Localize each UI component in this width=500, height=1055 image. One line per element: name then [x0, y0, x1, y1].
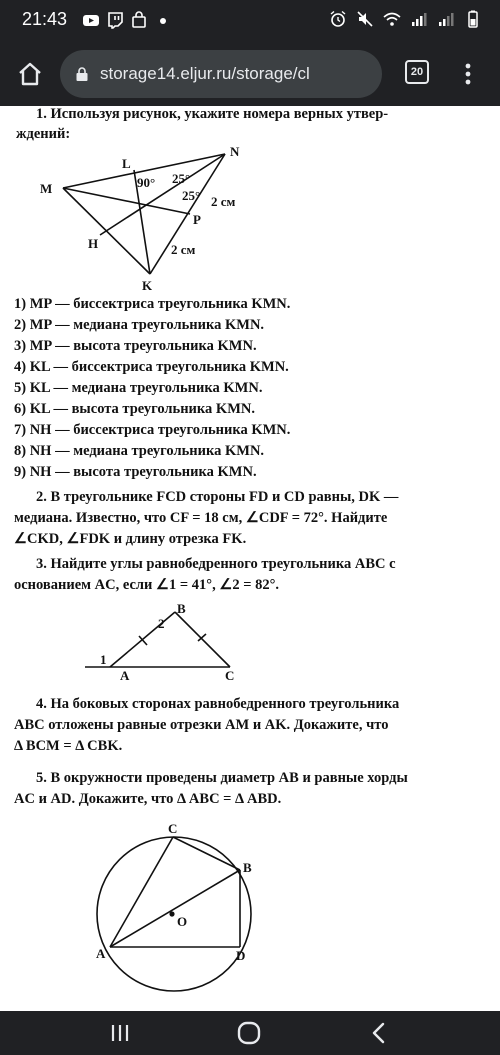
address-bar[interactable]: [60, 50, 382, 98]
label-A: A: [120, 668, 130, 683]
task1-item-1: 1) MP — биссектриса треугольника KMN.: [14, 296, 291, 312]
notification-dot-icon: [154, 11, 172, 29]
label-C: C: [168, 821, 178, 836]
android-navigation-bar: [0, 1011, 500, 1055]
task1-triangle-figure: [30, 144, 290, 292]
task5-circle-figure: [88, 814, 268, 1006]
task4-line3: Δ BCM = Δ CBK.: [14, 738, 123, 754]
label-angle-25-a: 25°: [172, 171, 191, 186]
task1-item-8: 8) NH — медиана треугольника KMN.: [14, 443, 265, 459]
task1-item-5: 5) KL — медиана треугольника KMN.: [14, 380, 263, 396]
label-A: A: [96, 946, 106, 961]
label-L: L: [122, 156, 131, 171]
battery-icon: [464, 10, 482, 28]
task1-header-line1: 1. Используя рисунок, укажите номера верных утвер-: [36, 106, 389, 122]
task1-item-4: 4) KL — биссектриса треугольника KMN.: [14, 359, 289, 375]
signal-icon: [410, 10, 428, 28]
label-angle-1: 1: [100, 652, 107, 667]
segment-CB: [173, 837, 240, 870]
task1-item-2: 2) MP — медиана треугольника KMN.: [14, 317, 265, 333]
label-H: H: [88, 236, 99, 251]
browser-toolbar: [0, 42, 500, 106]
document-page: [0, 106, 500, 1011]
home-icon[interactable]: [16, 60, 44, 88]
segment-NH: [100, 154, 225, 235]
label-length-2cm-top: 2 см: [211, 194, 236, 209]
more-menu-icon[interactable]: [456, 60, 480, 88]
label-D: D: [236, 948, 246, 963]
label-N: N: [230, 144, 240, 159]
recent-apps-icon[interactable]: [105, 1019, 135, 1047]
status-bar: [0, 0, 500, 42]
task1-item-7: 7) NH — биссектриса треугольника KMN.: [14, 422, 291, 438]
task5-line2: AC и AD. Докажите, что Δ ABC = Δ ABD.: [14, 791, 282, 807]
lock-icon: [74, 66, 90, 82]
task5-line1: 5. В окружности проведены диаметр AB и равные хорды: [36, 770, 408, 786]
alarm-icon: [329, 10, 347, 28]
shopping-bag-icon: [130, 11, 148, 29]
label-B: B: [243, 860, 252, 875]
signal-2-icon: [437, 10, 455, 28]
label-angle-2: 2: [158, 616, 165, 631]
label-B: B: [177, 601, 186, 616]
label-P: P: [193, 212, 201, 227]
task1-item-9: 9) NH — высота треугольника KMN.: [14, 464, 257, 480]
back-icon[interactable]: [364, 1019, 394, 1047]
segment-MP: [63, 188, 190, 214]
task3-triangle-figure: [80, 600, 260, 690]
mute-icon: [356, 10, 374, 28]
label-angle-25-b: 25°: [182, 188, 201, 203]
task2-line2: медиана. Известно, что CF = 18 см, ∠CDF = 72°. Найдите: [14, 510, 388, 526]
task4-line2: ABC отложены равные отрезки AM и AK. Докажите, что: [14, 717, 389, 733]
task3-line2: основанием AC, если ∠1 = 41°, ∠2 = 82°.: [14, 577, 280, 593]
task2-line3: ∠CKD, ∠FDK и длину отрезка FK.: [14, 531, 247, 547]
label-O: O: [177, 914, 188, 929]
youtube-icon: [82, 11, 100, 29]
chord-AC: [110, 837, 173, 947]
task2-line1: 2. В треугольнике FCD стороны FD и CD равны, DK —: [36, 489, 399, 505]
label-K: K: [142, 278, 153, 292]
diameter-AB: [110, 870, 240, 947]
label-angle-90: 90°: [137, 175, 156, 190]
twitch-icon: [106, 11, 124, 29]
status-time: 21:43: [22, 9, 68, 29]
side-BC: [175, 612, 230, 667]
label-C: C: [225, 668, 235, 683]
task1-item-6: 6) KL — высота треугольника KMN.: [14, 401, 255, 417]
task1-header-line2: ждений:: [16, 126, 71, 142]
task1-item-3: 3) MP — высота треугольника KMN.: [14, 338, 257, 354]
label-M: M: [40, 181, 53, 196]
home-nav-icon[interactable]: [234, 1019, 264, 1047]
wifi-icon: [383, 10, 401, 28]
tab-switcher-button[interactable]: 20: [405, 60, 429, 84]
task4-line1: 4. На боковых сторонах равнобедренного треугольника: [36, 696, 400, 712]
label-length-2cm-bottom: 2 см: [171, 242, 196, 257]
url-text: storage14.eljur.ru/storage/cl: [100, 64, 310, 83]
task3-line1: 3. Найдите углы равнобедренного треугольника ABC с: [36, 556, 396, 572]
